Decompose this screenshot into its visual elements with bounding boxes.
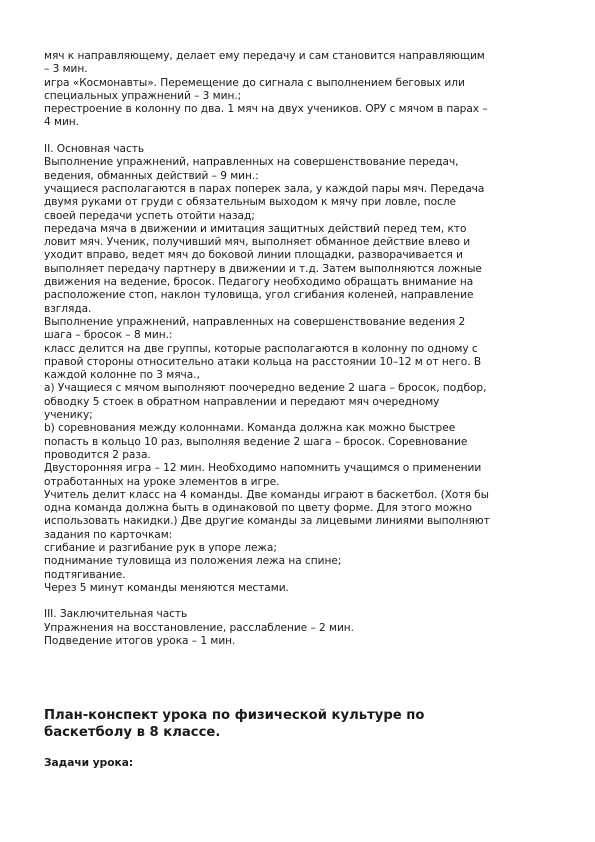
- main-list-item-2: поднимание туловища из положения лежа на спине;: [44, 555, 342, 568]
- main-paragraph-7: b) соревнования между колоннами. Команда должна как можно быстрее попасть в кольцо 10 раз, выполняя ведение 2 шага – бросок. Соревнование проводится 2 раза.: [44, 422, 468, 461]
- lesson-tasks-heading: Задачи урока:: [44, 757, 134, 769]
- final-paragraph-2: Подведение итогов урока – 1 мин.: [44, 635, 236, 648]
- final-section-heading: III. Заключительная часть: [44, 608, 188, 621]
- document-body: [44, 50, 559, 648]
- intro-paragraph-3: перестроение в колонну по два. 1 мяч на двух учеников. ОРУ с мячом в парах – 4 мин.: [44, 103, 488, 129]
- section-spacer: [44, 130, 559, 143]
- main-paragraph-3: передача мяча в движении и имитация защитных действий перед тем, кто ловит мяч. Ученик, получивший мяч, выполняет обманное действие влево и уходит вправо, ведет мяч до боковой линии площадки, разворачивается и выполняет передачу партнеру в движении и т.д. Затем выполняются ложные движения на ведение, бросок. Педагогу необходимо обращать внимание на расположение стоп, наклон туловища, угол сгибания коленей, направление взгляда.: [44, 222, 482, 315]
- intro-paragraph-1: мяч к направляющему, делает ему передачу и сам становится направляющим – 3 мин.: [44, 50, 485, 76]
- section-spacer: [44, 595, 559, 608]
- main-paragraph-1: Выполнение упражнений, направленных на совершенствование передач, ведения, обманных действий – 9 мин.:: [44, 156, 459, 182]
- main-section-heading: II. Основная часть: [44, 143, 145, 156]
- main-list-item-1: сгибание и разгибание рук в упоре лежа;: [44, 541, 277, 554]
- main-paragraph-6: а) Учащиеся с мячом выполняют поочередно ведение 2 шага – бросок, подбор, обводку 5 стоек в обратном направлении и передают мяч очередному ученику;: [44, 382, 487, 422]
- main-paragraph-2: учащиеся располагаются в парах поперек зала, у каждой пары мяч. Передача двумя руками от груди с обязательным выходом к мячу при ловле, после своей передачи успеть отойти назад;: [44, 182, 485, 222]
- main-paragraph-5: класс делится на две группы, которые располагаются в колонну по одному с правой стороны относительно атаки кольца на расстоянии 10–12 м от него. В каждой колонне по 3 мяча.,: [44, 342, 482, 382]
- intro-paragraph-2: игра «Космонавты». Перемещение до сигнала с выполнением беговых или специальных упражнений – 3 мин.;: [44, 76, 465, 102]
- main-paragraph-4: Выполнение упражнений, направленных на совершенствование ведения 2 шага – бросок – 8 мин.:: [44, 315, 466, 342]
- main-paragraph-10: Через 5 минут команды меняются местами.: [44, 581, 289, 594]
- lesson-plan-title: План-конспект урока по физической культуре по баскетболу в 8 классе.: [44, 708, 425, 740]
- main-paragraph-9: Учитель делит класс на 4 команды. Две команды играют в баскетбол. (Хотя бы одна команда должна быть в одинаковой по цвету форме. Для этого можно использовать накидки.) Две другие команды за лицевыми линиями выполняют задания по карточкам:: [44, 488, 490, 541]
- main-list-item-3: подтягивание.: [44, 568, 126, 581]
- final-paragraph-1: Упражнения на восстановление, расслабление – 2 мин.: [44, 621, 355, 634]
- main-paragraph-8: Двусторонняя игра – 12 мин. Необходимо напомнить учащимся о применении отработанных на уроке элементов в игре.: [44, 462, 482, 488]
